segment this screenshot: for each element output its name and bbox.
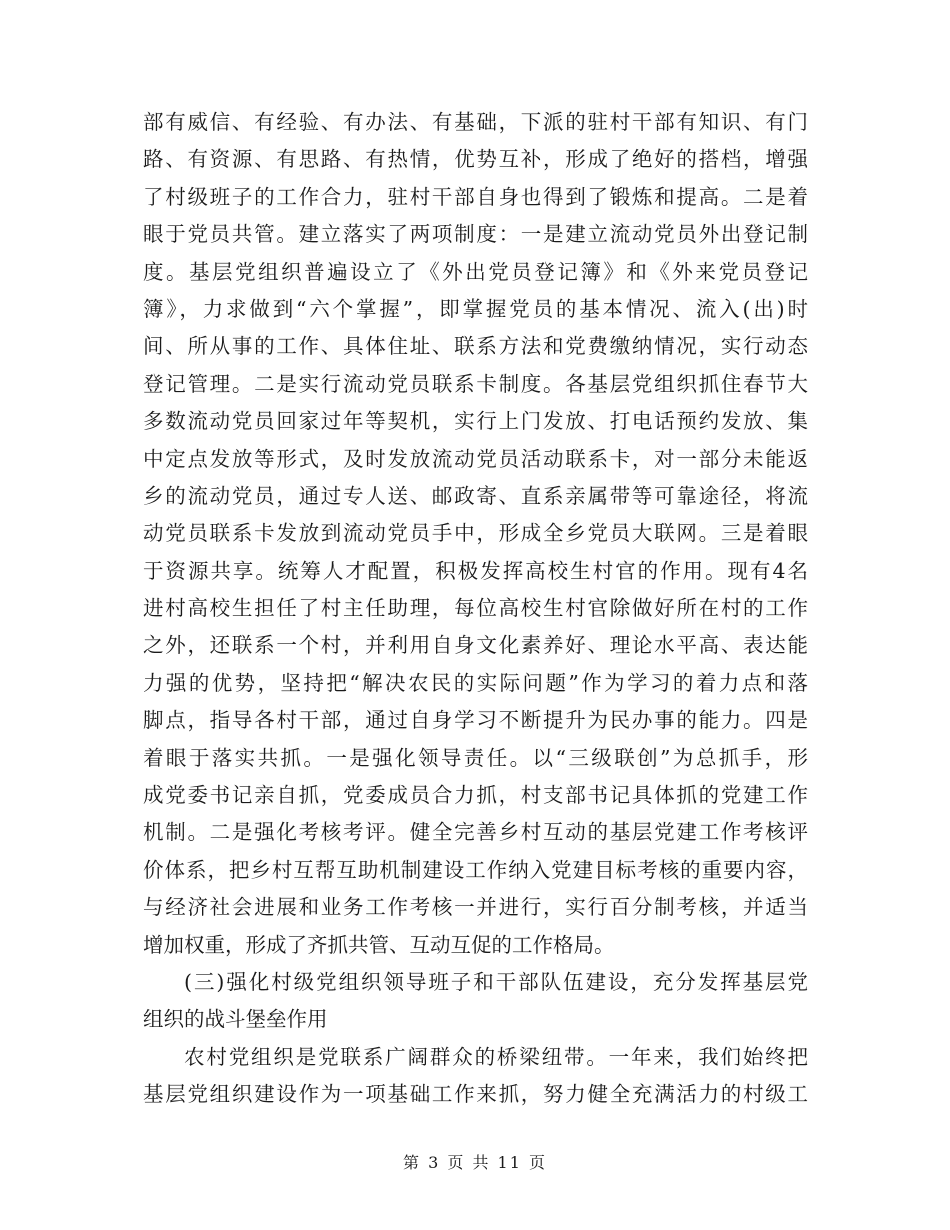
text-line: 度。基层党组织普遍设立了《外出党员登记簿》和《外来党员登记 [143,259,808,284]
text-line: 进村高校生担任了村主任助理，每位高校生村官除做好所在村的工作 [143,596,808,621]
text-line: 中定点发放等形式，及时发放流动党员活动联系卡，对一部分未能返 [143,446,808,471]
text-line: 农村党组织是党联系广阔群众的桥梁纽带。一年来，我们始终把 [184,1044,808,1069]
document-body [143,104,808,1114]
text-line: 价体系，把乡村互帮互助机制建设工作纳入党建目标考核的重要内容， [143,857,808,882]
text-line: 基层党组织建设作为一项基础工作来抓，努力健全充满活力的村级工 [143,1082,808,1107]
text-line: 机制。二是强化考核考评。健全完善乡村互动的基层党建工作考核评 [143,820,808,845]
text-line: 眼于党员共管。建立落实了两项制度：一是建立流动党员外出登记制 [143,222,808,247]
text-line: 了村级班子的工作合力，驻村干部自身也得到了锻炼和提高。二是着 [143,184,808,209]
text-line: 动党员联系卡发放到流动党员手中，形成全乡党员大联网。三是着眼 [143,521,808,546]
text-line: 脚点，指导各村干部，通过自身学习不断提升为民办事的能力。四是 [143,708,808,733]
text-line: 增加权重，形成了齐抓共管、互动互促的工作格局。 [143,932,615,957]
text-line: 与经济社会进展和业务工作考核一并进行，实行百分制考核，并适当 [143,895,808,920]
text-line: 乡的流动党员，通过专人送、邮政寄、直系亲属带等可靠途径，将流 [143,483,808,508]
page-footer: 第 3 页 共 11 页 [403,1153,547,1172]
text-line: 多数流动党员回家过年等契机，实行上门发放、打电话预约发放、集 [143,409,808,434]
text-line: 力强的优势，坚持把“解决农民的实际问题”作为学习的着力点和落 [143,670,808,695]
text-line: 成党委书记亲自抓，党委成员合力抓，村支部书记具体抓的党建工作 [143,783,808,808]
text-line: 路、有资源、有思路、有热情，优势互补，形成了绝好的搭档，增强 [143,147,808,172]
text-line: 簿》，力求做到“六个掌握”，即掌握党员的基本情况、流入(出)时 [143,296,808,321]
text-line: 之外，还联系一个村，并利用自身文化素养好、理论水平高、表达能 [143,633,808,658]
text-line: 组织的战斗堡垒作用 [143,1007,328,1032]
text-line: 部有威信、有经验、有办法、有基础，下派的驻村干部有知识、有门 [143,110,808,134]
text-line: 间、所从事的工作、具体住址、联系方法和党费缴纳情况，实行动态 [143,334,808,359]
text-line: 着眼于落实共抓。一是强化领导责任。以“三级联创”为总抓手，形 [143,745,808,770]
text-line: (三)强化村级党组织领导班子和干部队伍建设，充分发挥基层党 [184,969,808,994]
text-line: 登记管理。二是实行流动党员联系卡制度。各基层党组织抓住春节大 [143,371,808,396]
text-line: 于资源共享。统筹人才配置，积极发挥高校生村官的作用。现有4名 [143,558,808,583]
